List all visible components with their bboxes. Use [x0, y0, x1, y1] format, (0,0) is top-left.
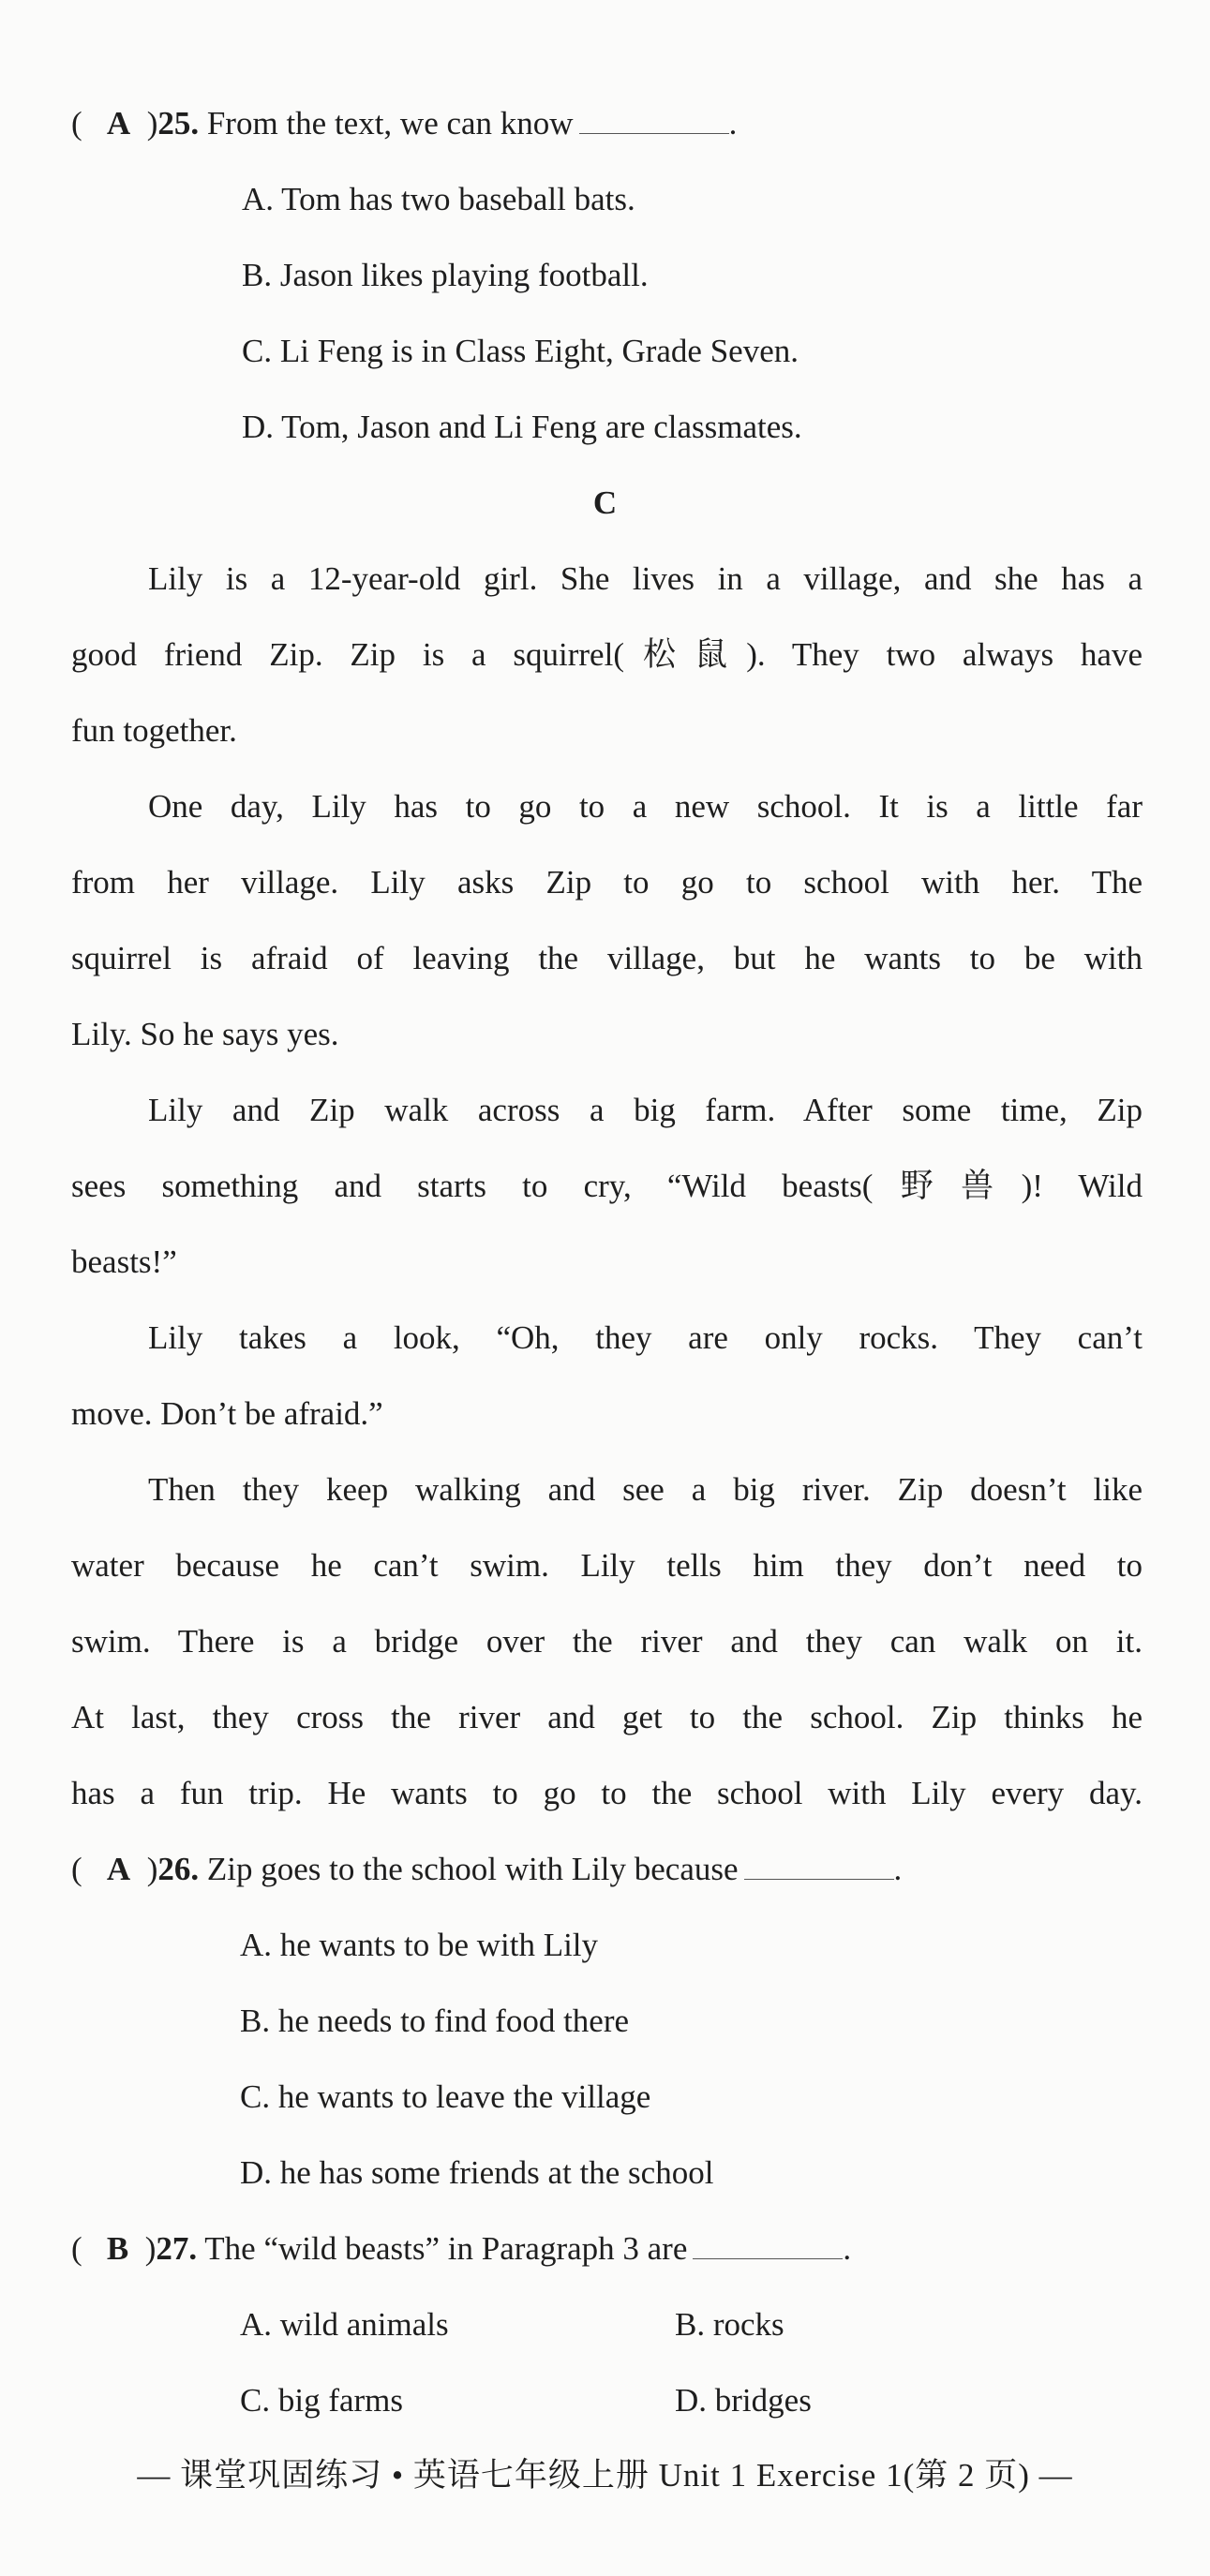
passage-line: sees something and starts to cry, “Wild beasts(野兽)! Wild — [71, 1168, 1143, 1204]
page-footer: — 课堂巩固练习 • 英语七年级上册 Unit 1 Exercise 1(第 2 页) — — [137, 2457, 1073, 2494]
passage-line: Lily is a 12-year-old girl. She lives in a village, and she has a — [148, 560, 1143, 597]
answer-bracket-26: ( A ) — [71, 1851, 158, 1887]
q26-option-b: B. he needs to find food there — [240, 2003, 630, 2039]
passage-line: beasts!” — [71, 1243, 177, 1280]
answer-bracket-25: ( A ) — [71, 105, 158, 141]
section-heading: C — [592, 484, 618, 521]
passage-line: Lily takes a look, “Oh, they are only rocks. They can’t — [148, 1319, 1143, 1356]
answer-blank-26 — [744, 1851, 894, 1880]
question-stem-25: From the text, we can know — [206, 105, 574, 141]
q27-option-b: B. rocks — [675, 2306, 784, 2343]
question-number-25: 25. — [157, 105, 200, 141]
passage-line: fun together. — [71, 712, 237, 749]
q27-option-d: D. bridges — [675, 2382, 812, 2419]
passage-line: move. Don’t be afraid.” — [71, 1395, 383, 1432]
answer-25: A — [106, 105, 131, 141]
q26-option-c: C. he wants to leave the village — [240, 2078, 651, 2115]
question-25: ( A )25. From the text, we can know . — [71, 105, 738, 141]
passage-line: has a fun trip. He wants to go to the school with Lily every day. — [71, 1775, 1143, 1811]
q26-option-d: D. he has some friends at the school — [240, 2154, 714, 2191]
passage-line: Lily. So he says yes. — [71, 1016, 339, 1052]
passage-line: squirrel is afraid of leaving the village, but he wants to be with — [71, 940, 1143, 976]
passage-line: Then they keep walking and see a big river. Zip doesn’t like — [148, 1471, 1143, 1508]
question-number-27: 27. — [156, 2230, 198, 2267]
passage-line: One day, Lily has to go to a new school. It is a little far — [148, 788, 1143, 825]
answer-26: A — [106, 1851, 131, 1887]
answer-bracket-27: ( B ) — [71, 2230, 157, 2267]
passage-line: from her village. Lily asks Zip to go to school with her. The — [71, 864, 1143, 901]
answer-27: B — [106, 2230, 129, 2267]
question-27: ( B )27. The “wild beasts” in Paragraph 3 are . — [71, 2230, 852, 2267]
passage-line: water because he can’t swim. Lily tells him they don’t need to — [71, 1547, 1143, 1584]
q25-option-c: C. Li Feng is in Class Eight, Grade Seven. — [242, 333, 799, 369]
q25-option-a: A. Tom has two baseball bats. — [242, 181, 635, 217]
answer-blank-27 — [693, 2230, 843, 2259]
answer-blank-25 — [579, 105, 729, 134]
q25-option-b: B. Jason likes playing football. — [242, 257, 649, 293]
passage-line: swim. There is a bridge over the river and they can walk on it. — [71, 1623, 1143, 1660]
q25-option-d: D. Tom, Jason and Li Feng are classmates. — [242, 409, 802, 445]
question-stem-27: The “wild beasts” in Paragraph 3 are — [204, 2230, 688, 2267]
q27-option-c: C. big farms — [240, 2382, 404, 2419]
question-26: ( A )26. Zip goes to the school with Lily because . — [71, 1851, 903, 1887]
passage-line: good friend Zip. Zip is a squirrel(松鼠). They two always have — [71, 636, 1143, 673]
question-stem-26: Zip goes to the school with Lily because — [206, 1851, 739, 1887]
passage-line: Lily and Zip walk across a big farm. After some time, Zip — [148, 1092, 1143, 1128]
q26-option-a: A. he wants to be with Lily — [240, 1927, 599, 1963]
q27-option-a: A. wild animals — [240, 2306, 449, 2343]
passage-line: At last, they cross the river and get to the school. Zip thinks he — [71, 1699, 1143, 1735]
question-number-26: 26. — [157, 1851, 200, 1887]
